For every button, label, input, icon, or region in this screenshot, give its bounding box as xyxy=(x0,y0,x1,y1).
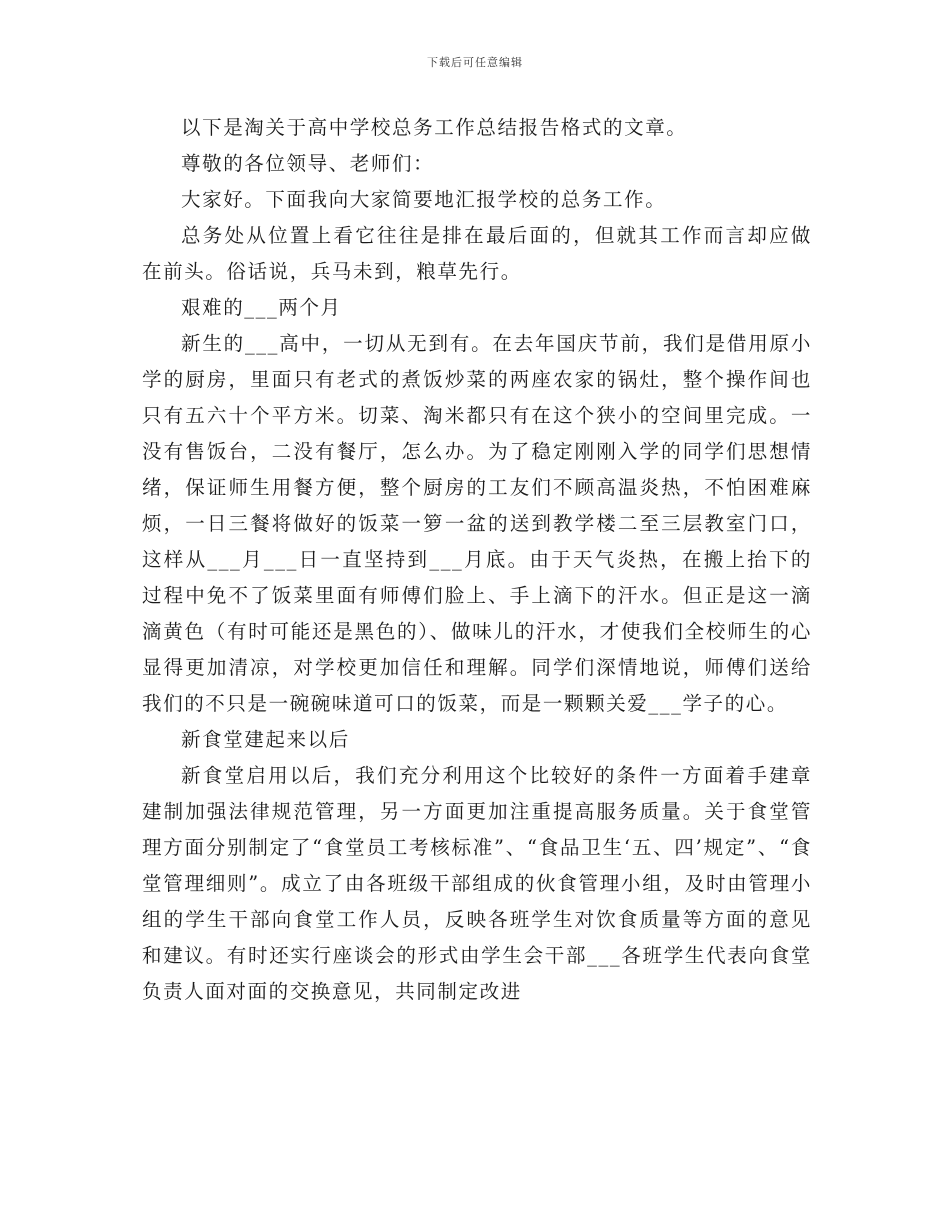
salutation: 尊敬的各位领导、老师们： xyxy=(181,152,435,175)
page-header: 下载后可任意编辑 xyxy=(427,56,523,69)
intro-paragraph: 以下是淘关于高中学校总务工作总结报告格式的文章。 xyxy=(181,116,688,139)
section-heading-new-canteen: 新食堂建起来以后 xyxy=(181,728,350,751)
canteen-management-paragraph: 新食堂启用以后，我们充分利用这个比较好的条件一方面着手建章建制加强法律规范管理，另一方面更加注重提高服务质量。关于食堂管理方面分别制定了“食堂员工考核标准”、“食品卫生‘五、四’规定”、“食堂管理细则”。成立了由各班级干部组成的伙食管理小组，及时由管理小组的学生干部向食堂工作人员，反映各班学生对饮食质量等方面的意见和建议。有时还实行座谈会的形式由学生会干部___各班学生代表向食堂负责人面对面的交换意见，共同制定改进 xyxy=(142,764,812,1003)
section-heading-difficult-months: 艰难的___两个月 xyxy=(181,296,342,319)
greeting-paragraph: 大家好。下面我向大家简要地汇报学校的总务工作。 xyxy=(181,188,667,211)
general-affairs-paragraph: 总务处从位置上看它往往是排在最后面的，但就其工作而言却应做在前头。俗话说，兵马未到，粮草先行。 xyxy=(142,224,812,283)
new-school-paragraph: 新生的___高中，一切从无到有。在去年国庆节前，我们是借用原小学的厨房，里面只有老式的煮饭炒菜的两座农家的锅灶，整个操作间也只有五六十个平方米。切菜、淘米都只有在这个狭小的空间里完成。一没有售饭台，二没有餐厅，怎么办。为了稳定刚刚入学的同学们思想情绪，保证师生用餐方便，整个厨房的工友们不顾高温炎热，不怕困难麻烦，一日三餐将做好的饭菜一箩一盆的送到教学楼二至三层教室门口，这样从___月___日一直坚持到___月底。由于天气炎热，在搬上抬下的过程中免不了饭菜里面有师傅们脸上、手上滴下的汗水。但正是这一滴滴黄色（有时可能还是黑色的）、做味儿的汗水，才使我们全校师生的心显得更加清凉，对学校更加信任和理解。同学们深情地说，师傅们送给我们的不只是一碗碗味道可口的饭菜，而是一颗颗关爱___学子的心。 xyxy=(142,332,812,715)
document-body xyxy=(142,110,812,1010)
